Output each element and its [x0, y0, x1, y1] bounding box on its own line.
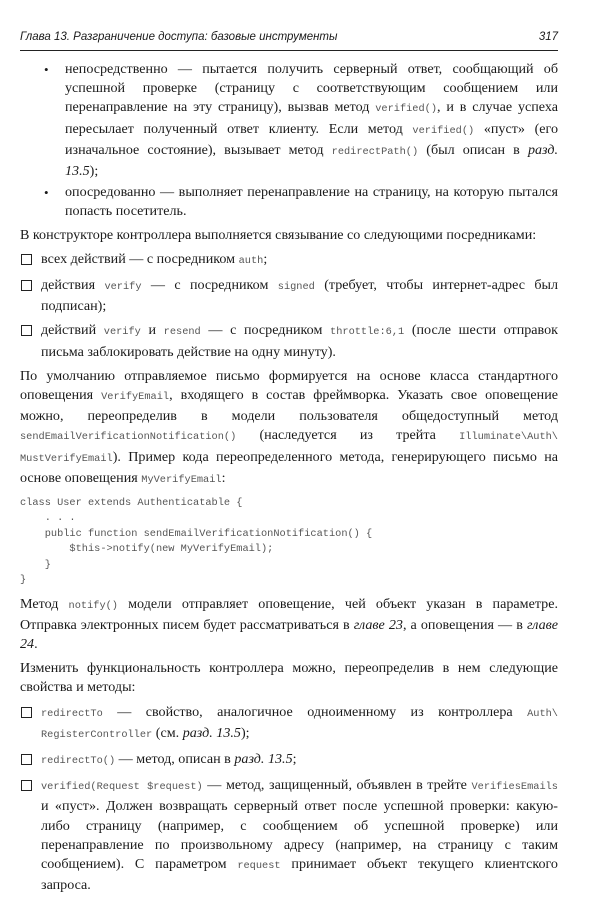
checkbox-square-icon	[21, 254, 32, 265]
header-rule	[20, 50, 558, 51]
bullet-item-indirect: • опосредованно — выполняет перенаправление на страницу, на которую пытался попасть посетитель.	[44, 184, 558, 220]
chapter-title: Глава 13. Разграничение доступа: базовые инструменты	[20, 31, 338, 43]
list-item: verified(Request $request) — метод, защищенный, объявлен в трейте VerifiesEmails и «пуст». Должен возвращать серверный ответ после успешной проверки: какую-либо страницу (например, с сообщением об успешной проверке) или перенаправление по произвольному адресу (например, на страницу с таким сообщением). С параметром request принимает объект текущего клиентского запроса.	[20, 776, 558, 895]
list-item: действия verify — с посредником signed (требует, чтобы интернет-адрес был подписан);	[20, 276, 558, 316]
code-verified: verified()	[375, 103, 438, 116]
checkbox-square-icon	[21, 754, 32, 765]
paragraph: Изменить функциональность контроллера можно, переопределив в нем следующие свойства и методы:	[20, 660, 558, 696]
chapter-ref: главе 24	[20, 616, 558, 652]
paragraph: В конструкторе контроллера выполняется связывание со следующими посредниками:	[20, 226, 537, 243]
page-body	[20, 60, 558, 900]
code-listing: class User extends Authenticatable { . . . public function sendEmailVerificationNotification() { $this->notify(new MyVerifyEmail); } }	[20, 497, 373, 587]
code-verified: verified()	[412, 124, 475, 137]
paragraph: Метод notify() модели отправляет оповещение, чей объект указан в параметре. Отправка электронных писем будет рассматриваться в главе 23, а оповещения — в главе 24.	[20, 595, 558, 652]
bullet-list	[20, 60, 558, 222]
checkbox-square-icon	[21, 780, 32, 791]
checkbox-square-icon	[21, 707, 32, 718]
list-item: redirectTo — свойство, аналогичное одноименному из контроллера Auth\ RegisterController (см. разд. 13.5);	[20, 703, 558, 745]
bullet-dot-icon: •	[44, 62, 49, 77]
page-number: 317	[538, 31, 558, 43]
checkbox-square-icon	[21, 280, 32, 291]
checkbox-square-icon	[21, 325, 32, 336]
running-header	[20, 31, 558, 49]
members-list	[20, 703, 558, 896]
paragraph: По умолчанию отправляемое письмо формируется на основе класса стандартного оповещения VerifyEmail, входящего в состав фреймворка. Указать свое оповещение можно, переопределив в модели пользователя общедоступный метод sendEmailVerificationNotification() (наследуется из трейта Illuminate\Auth\ MustVerifyEmail). Пример кода переопределенного метода, генерирующего письмо на основе оповещения MyVerifyEmail:	[20, 367, 558, 486]
list-item: действий verify и resend — с посредником throttle:6,1 (после шести отправок письма заблокировать действие на одну минуту).	[20, 321, 558, 361]
list-item: всех действий — с посредником auth;	[20, 250, 558, 271]
chapter-ref: главе 23	[353, 616, 403, 633]
bullet-item-direct: • непосредственно — пытается получить серверный ответ, сообщающий об успешной проверке (страницу с соответствующим сообщением или перенаправление на эту страницу), вызвав метод verified(), и в случае успеха пересылает полученный ответ клиенту. Если метод verified() «пуст» (его изначальное состояние), вызывает метод redirectPath() (был описан в разд. 13.5);	[44, 61, 559, 180]
code-redirect-path: redirectPath()	[331, 145, 419, 158]
section-ref: разд. 13.5	[65, 141, 558, 180]
bullet-dot-icon: •	[44, 185, 49, 201]
middleware-list	[20, 250, 558, 362]
list-item: redirectTo() — метод, описан в разд. 13.5;	[20, 750, 558, 771]
